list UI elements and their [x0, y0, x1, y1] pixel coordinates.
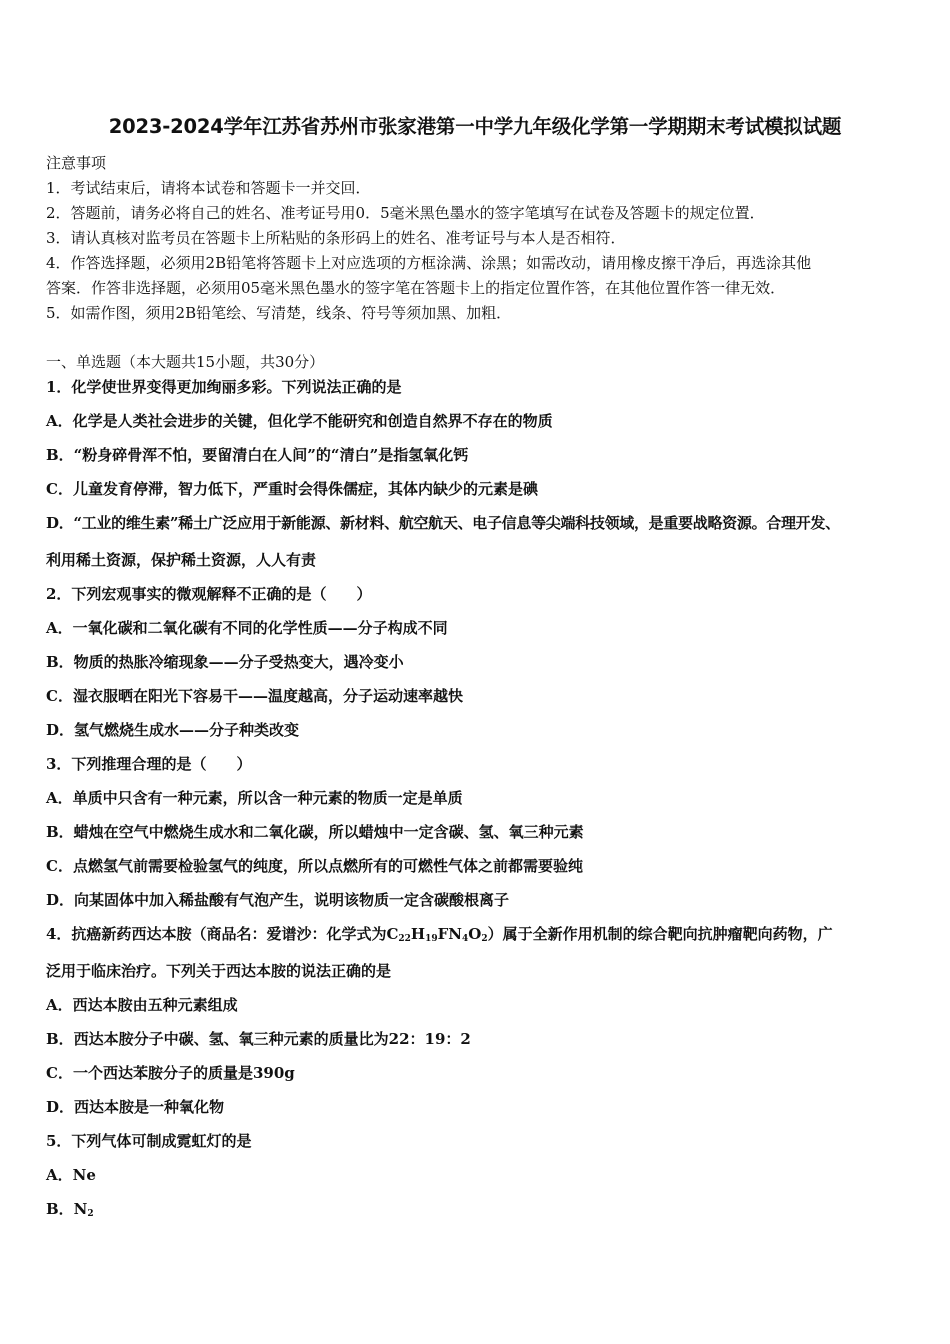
q4-option-b: B．西达本胺分子中碳、氢、氧三种元素的质量比为22：19：2 — [46, 1030, 471, 1048]
q2-option-a: A．一氧化碳和二氧化碳有不同的化学性质——分子构成不同 — [46, 619, 448, 637]
q3-option-a: A．单质中只含有一种元素，所以含一种元素的物质一定是单质 — [46, 789, 463, 807]
q5-option-a: A．Ne — [46, 1166, 96, 1184]
q4-sub-c: 22 — [398, 934, 411, 944]
notice-item-4-cont: 答案．作答非选择题，必须用05毫米黑色墨水的签字笔在答题卡上的指定位置作答，在其他位置作答一律无效． — [46, 279, 786, 297]
q4-sub-h: 19 — [425, 934, 438, 944]
q5-option-b-sub: 2 — [87, 1209, 94, 1219]
q5-option-b — [46, 1198, 94, 1219]
q1-option-a: A．化学是人类社会进步的关键，但化学不能研究和创造自然界不存在的物质 — [46, 412, 553, 430]
q1-option-b: B．“粉身碎骨浑不怕，要留清白在人间”的“清白”是指氢氧化钙 — [46, 446, 469, 464]
q1-option-c: C．儿童发育停滞，智力低下，严重时会得侏儒症，其体内缺少的元素是碘 — [46, 480, 538, 498]
q1-option-d: D．“工业的维生素”稀土广泛应用于新能源、新材料、航空航天、电子信息等尖端科技领域，是重要战略资源。合理开发、 — [46, 514, 840, 532]
q2-option-c: C．湿衣服晒在阳光下容易干——温度越高，分子运动速率越快 — [46, 687, 463, 705]
notice-item-3: 3．请认真核对监考员在答题卡上所粘贴的条形码上的姓名、准考证号与本人是否相符． — [46, 229, 626, 247]
q5-option-b-text: B．N — [46, 1200, 88, 1218]
q4-fn: FN — [437, 925, 463, 943]
q4-sub-n: 4 — [462, 934, 469, 944]
q4-option-c: C．一个西达苯胺分子的质量是390g — [46, 1064, 295, 1082]
q2-option-b: B．物质的热胀冷缩现象——分子受热变大，遇冷变小 — [46, 653, 404, 671]
q2-option-d: D．氢气燃烧生成水——分子种类改变 — [46, 721, 300, 739]
q4-stem-post: ）属于全新作用机制的综合靶向抗肿瘤靶向药物，广 — [487, 925, 833, 943]
q4-option-d: D．西达本胺是一种氧化物 — [46, 1098, 225, 1116]
notice-heading: 注意事项 — [46, 154, 107, 172]
q4-option-a: A．西达本胺由五种元素组成 — [46, 996, 238, 1014]
q4-o: O — [468, 925, 482, 943]
q4-stem-cont: 泛用于临床治疗。下列关于西达本胺的说法正确的是 — [46, 962, 392, 980]
notice-item-5: 5．如需作图，须用2B铅笔绘、写清楚，线条、符号等须加黑、加粗． — [46, 304, 512, 322]
notice-item-4: 4．作答选择题，必须用2B铅笔将答题卡上对应选项的方框涂满、涂黑；如需改动，请用橡皮擦干净后，再选涂其他 — [46, 254, 812, 272]
q3-option-c: C．点燃氢气前需要检验氢气的纯度，所以点燃所有的可燃性气体之前都需要验纯 — [46, 857, 583, 875]
notice-item-1: 1．考试结束后，请将本试卷和答题卡一并交回． — [46, 179, 371, 197]
q3-option-b: B．蜡烛在空气中燃烧生成水和二氧化碳，所以蜡烛中一定含碳、氢、氧三种元素 — [46, 823, 584, 841]
page-title: 2023-2024学年江苏省苏州市张家港第一中学九年级化学第一学期期末考试模拟试题 — [108, 115, 842, 138]
q1-stem: 1．化学使世界变得更加绚丽多彩。下列说法正确的是 — [46, 378, 402, 396]
q4-stem-pre: 4．抗癌新药西达本胺（商品名：爱谱沙：化学式为C — [46, 925, 399, 943]
q1-option-d-cont: 利用稀土资源，保护稀土资源，人人有责 — [46, 551, 317, 569]
q4-h: H — [410, 925, 426, 943]
q3-option-d: D．向某固体中加入稀盐酸有气泡产生，说明该物质一定含碳酸根离子 — [46, 891, 510, 909]
notice-item-2: 2．答题前，请务必将自己的姓名、准考证号用0．5毫米黑色墨水的签字笔填写在试卷及答题卡的规定位置． — [46, 204, 765, 222]
q4-sub-o: 2 — [481, 934, 488, 944]
section-heading: 一、单选题（本大题共15小题，共30分） — [46, 353, 325, 371]
q4-stem — [46, 923, 833, 944]
q3-stem: 3．下列推理合理的是（ ） — [46, 755, 252, 773]
q2-stem: 2．下列宏观事实的微观解释不正确的是（ ） — [46, 585, 372, 603]
q5-stem: 5．下列气体可制成霓虹灯的是 — [46, 1132, 252, 1150]
